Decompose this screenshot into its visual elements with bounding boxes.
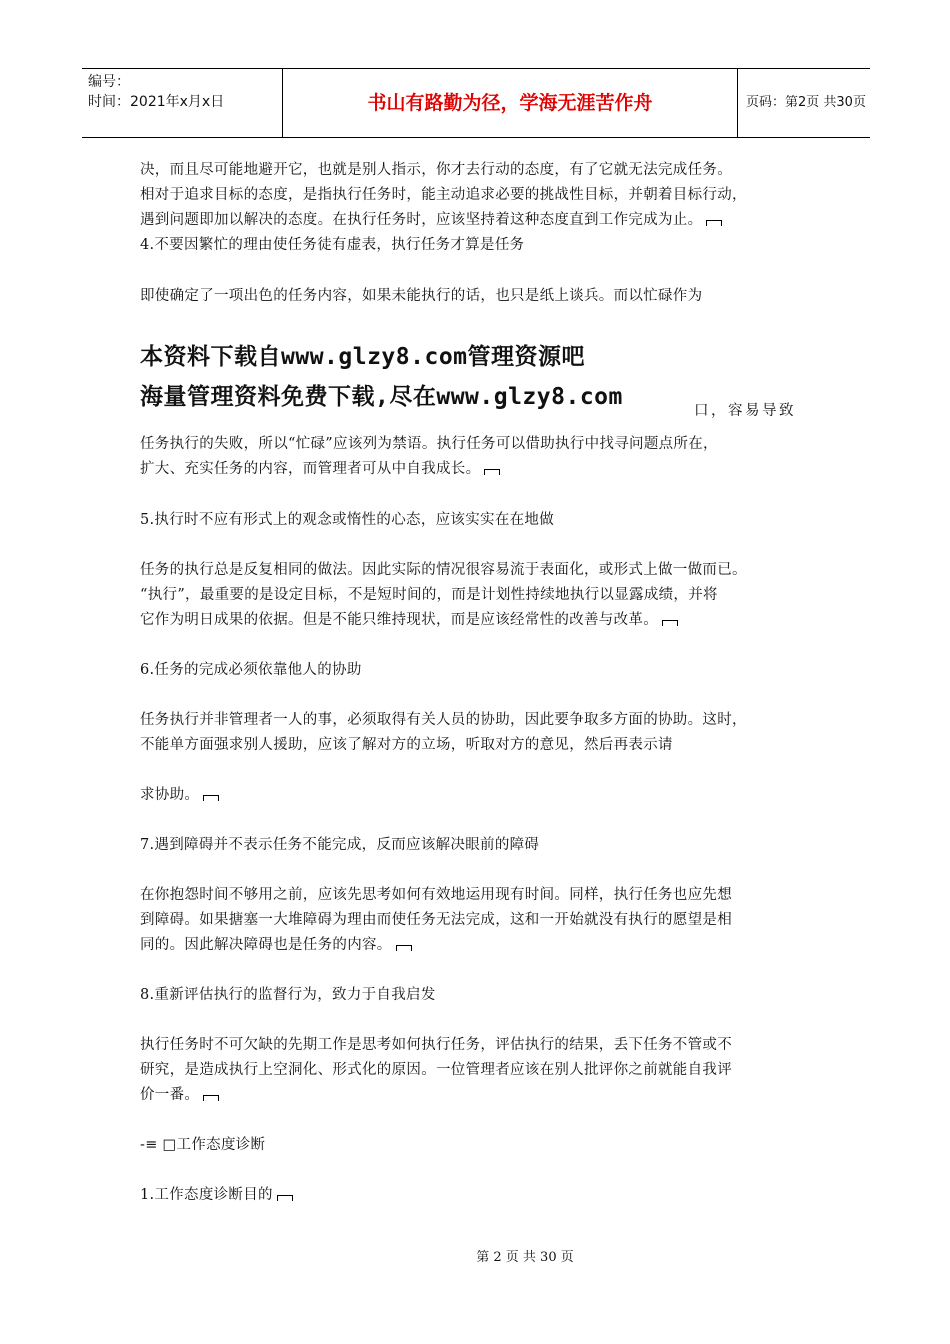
return-mark-icon bbox=[706, 220, 722, 226]
text-line: 执行任务时不可欠缺的先期工作是思考如何执行任务，评估执行的结果，丢下任务不管或不 bbox=[140, 1037, 732, 1053]
text-line: 任务执行并非管理者一人的事，必须取得有关人员的协助，因此要争取多方面的协助。这时， bbox=[140, 712, 747, 728]
header-page-info: 页码：第2页 共30页 bbox=[746, 95, 866, 110]
document-time-label: 时间：2021年x月x日 bbox=[88, 94, 225, 110]
header-motto: 书山有路勤为径，学海无涯苦作舟 bbox=[282, 69, 738, 137]
text-line: 研究，是造成执行上空洞化、形式化的原因。一位管理者应该在别人批评你之前就能自我评 bbox=[140, 1062, 732, 1078]
heading-6: 6.任务的完成必须依靠他人的协助 bbox=[140, 662, 362, 678]
paragraph-5 bbox=[140, 558, 812, 633]
page-header bbox=[82, 68, 870, 138]
paragraph-4-tail: 口，容易导致 bbox=[694, 403, 796, 419]
paragraph-6 bbox=[140, 708, 812, 758]
text-line: 价一番。 bbox=[140, 1083, 812, 1108]
text-line: 它作为明日成果的依据。但是不能只维持现状，而是应该经常性的改善与改革。 bbox=[140, 608, 812, 633]
paragraph-4-cont bbox=[140, 432, 812, 482]
return-mark-icon bbox=[277, 1195, 293, 1201]
text-line: “执行”，最重要的是设定目标，不是短时间的，而是计划性持续地执行以显露成绩，并将 bbox=[140, 587, 718, 603]
document-number-label: 编号： bbox=[88, 74, 130, 90]
heading-8: 8.重新评估执行的监督行为，致力于自我启发 bbox=[140, 987, 436, 1003]
paragraph-7 bbox=[140, 883, 812, 958]
watermark-ad-line-1: 本资料下载自www.glzy8.com管理资源吧 bbox=[140, 344, 586, 370]
return-mark-icon bbox=[396, 945, 412, 951]
text-line: 在你抱怨时间不够用之前，应该先思考如何有效地运用现有时间。同样，执行任务也应先想 bbox=[140, 887, 732, 903]
text-line: 遇到问题即加以解决的态度。在执行任务时，应该坚持着这种态度直到工作完成为止。 bbox=[140, 208, 812, 233]
text-line: 决，而且尽可能地避开它，也就是别人指示，你才去行动的态度，有了它就无法完成任务。 bbox=[140, 162, 732, 178]
text-line: 相对于追求目标的态度，是指执行任务时，能主动追求必要的挑战性目标，并朝着目标行动， bbox=[140, 187, 747, 203]
text-line: 同的。因此解决障碍也是任务的内容。 bbox=[140, 933, 812, 958]
text-line: 任务的执行总是反复相同的做法。因此实际的情况很容易流于表面化，或形式上做一做而已。 bbox=[140, 562, 747, 578]
return-mark-icon bbox=[203, 795, 219, 801]
heading-4: 4.不要因繁忙的理由使任务徒有虚表，执行任务才算是任务 bbox=[140, 237, 525, 253]
section-2-item-1: 1.工作态度诊断目的 bbox=[140, 1183, 812, 1208]
text-line: 到障碍。如果搪塞一大堆障碍为理由而使任务无法完成，这和一开始就没有执行的愿望是相 bbox=[140, 912, 732, 928]
page-footer: 第 2 页 共 30 页 bbox=[476, 1250, 574, 1265]
heading-5: 5.执行时不应有形式上的观念或惰性的心态，应该实实在在地做 bbox=[140, 512, 555, 528]
header-meta bbox=[82, 69, 282, 137]
return-mark-icon bbox=[662, 620, 678, 626]
return-mark-icon bbox=[484, 469, 500, 475]
paragraph-6-end: 求协助。 bbox=[140, 783, 812, 808]
paragraph-4-line-1: 即使确定了一项出色的任务内容，如果未能执行的话，也只是纸上谈兵。而以忙碌作为 bbox=[140, 288, 703, 304]
paragraph-8 bbox=[140, 1033, 812, 1108]
text-line: 扩大、充实任务的内容，而管理者可从中自我成长。 bbox=[140, 457, 812, 482]
paragraph-3-cont bbox=[140, 158, 812, 233]
watermark-ad-line-2: 海量管理资料免费下载,尽在www.glzy8.com bbox=[140, 384, 623, 410]
text-line: 任务执行的失败，所以“忙碌”应该列为禁语。执行任务可以借助执行中找寻问题点所在， bbox=[140, 436, 718, 452]
heading-7: 7.遇到障碍并不表示任务不能完成，反而应该解决眼前的障碍 bbox=[140, 837, 540, 853]
text-line: 不能单方面强求别人援助，应该了解对方的立场，听取对方的意见，然后再表示请 bbox=[140, 737, 673, 753]
return-mark-icon bbox=[203, 1095, 219, 1101]
section-2-heading: -≡ □工作态度诊断 bbox=[140, 1137, 266, 1153]
